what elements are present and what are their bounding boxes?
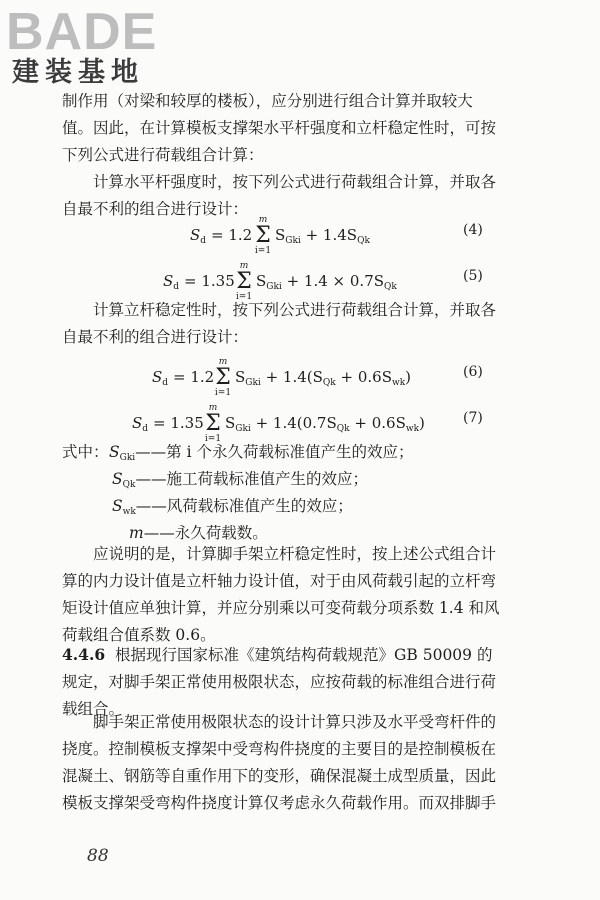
formula-5: $S_d$ = 1.35 m Σ i=1 $S_{Gki} + 1.4 \times 0.7S_{Qk}$ (5) xyxy=(163,261,483,302)
paragraph-4: 应说明的是，计算脚手架立杆稳定性时，按上述公式组合计算的内力设计值是立杆轴力设计值，对于由风荷载引起的立杆弯矩设计值应单独计算，并应分别乘以可变荷载分项系数 1.4 和风荷载组合值系数 0.6。 xyxy=(62,545,500,644)
logo-subtitle: 建装基地 xyxy=(12,57,144,88)
definition-item: $S_{wk}——$风荷载标准值产生的效应； xyxy=(112,497,353,517)
definitions-intro: 式中： xyxy=(62,443,109,461)
paragraph-1: 制作用（对梁和较厚的楼板），应分别进行组合计算并取较大值。因此，在计算模板支撑架水平杆强度和立杆稳定性时，可按下列公式进行荷载组合计算： xyxy=(62,92,497,164)
paragraph-5: 4.4.6 根据现行国家标准《建筑结构荷载规范》GB 50009 的规定，对脚手架正常使用极限状态，应按荷载的标准组合进行荷载组合。 xyxy=(62,645,497,718)
paragraph-6: 脚手架正常使用极限状态的设计计算只涉及水平受弯杆件的挠度。控制模板支撑架中受弯构件挠度的主要目的是控制模板在混凝土、钢筋等自重作用下的变形，确保混凝土成型质量，因此模板支撑架受弯构件挠度计算仅考虑永久荷载作用。而双排脚手 xyxy=(62,713,497,812)
logo-mark: BADE xyxy=(6,3,158,61)
definition-item: m——永久荷载数。 xyxy=(129,524,268,542)
formula-4-number: (4) xyxy=(463,222,483,238)
definition-item: $S_{Gki}——$第 i 个永久荷载标准值产生的效应； xyxy=(109,443,414,463)
formula-7-number: (7) xyxy=(463,410,483,426)
formula-6-number: (6) xyxy=(463,364,483,380)
formula-7: $S_d$ = 1.35 m Σ i=1 $S_{Gki} + 1.4(0.7S_{Qk} + 0.6S_{wk})$ (7) xyxy=(132,403,483,444)
formula-5-number: (5) xyxy=(463,268,483,284)
bade-logo xyxy=(6,3,186,88)
definition-item: $S_{Qk}——$施工荷载标准值产生的效应； xyxy=(112,470,368,490)
paragraph-2: 计算水平杆强度时，按下列公式进行荷载组合计算，并取各自最不利的组合进行设计： xyxy=(62,173,497,218)
paragraph-3: 计算立杆稳定性时，按下列公式进行荷载组合计算，并取各自最不利的组合进行设计： xyxy=(62,301,497,346)
formula-6: $S_d$ = 1.2 m Σ i=1 $S_{Gki} + 1.4(S_{Qk} + 0.6S_{wk})$ (6) xyxy=(152,357,483,398)
formula-4: $S_d$ = 1.2 m Σ i=1 $S_{Gki} + 1.4S_{Qk}$ (4) xyxy=(190,215,483,256)
page-number: 88 xyxy=(87,846,109,866)
section-number: 4.4.6 xyxy=(62,645,106,664)
